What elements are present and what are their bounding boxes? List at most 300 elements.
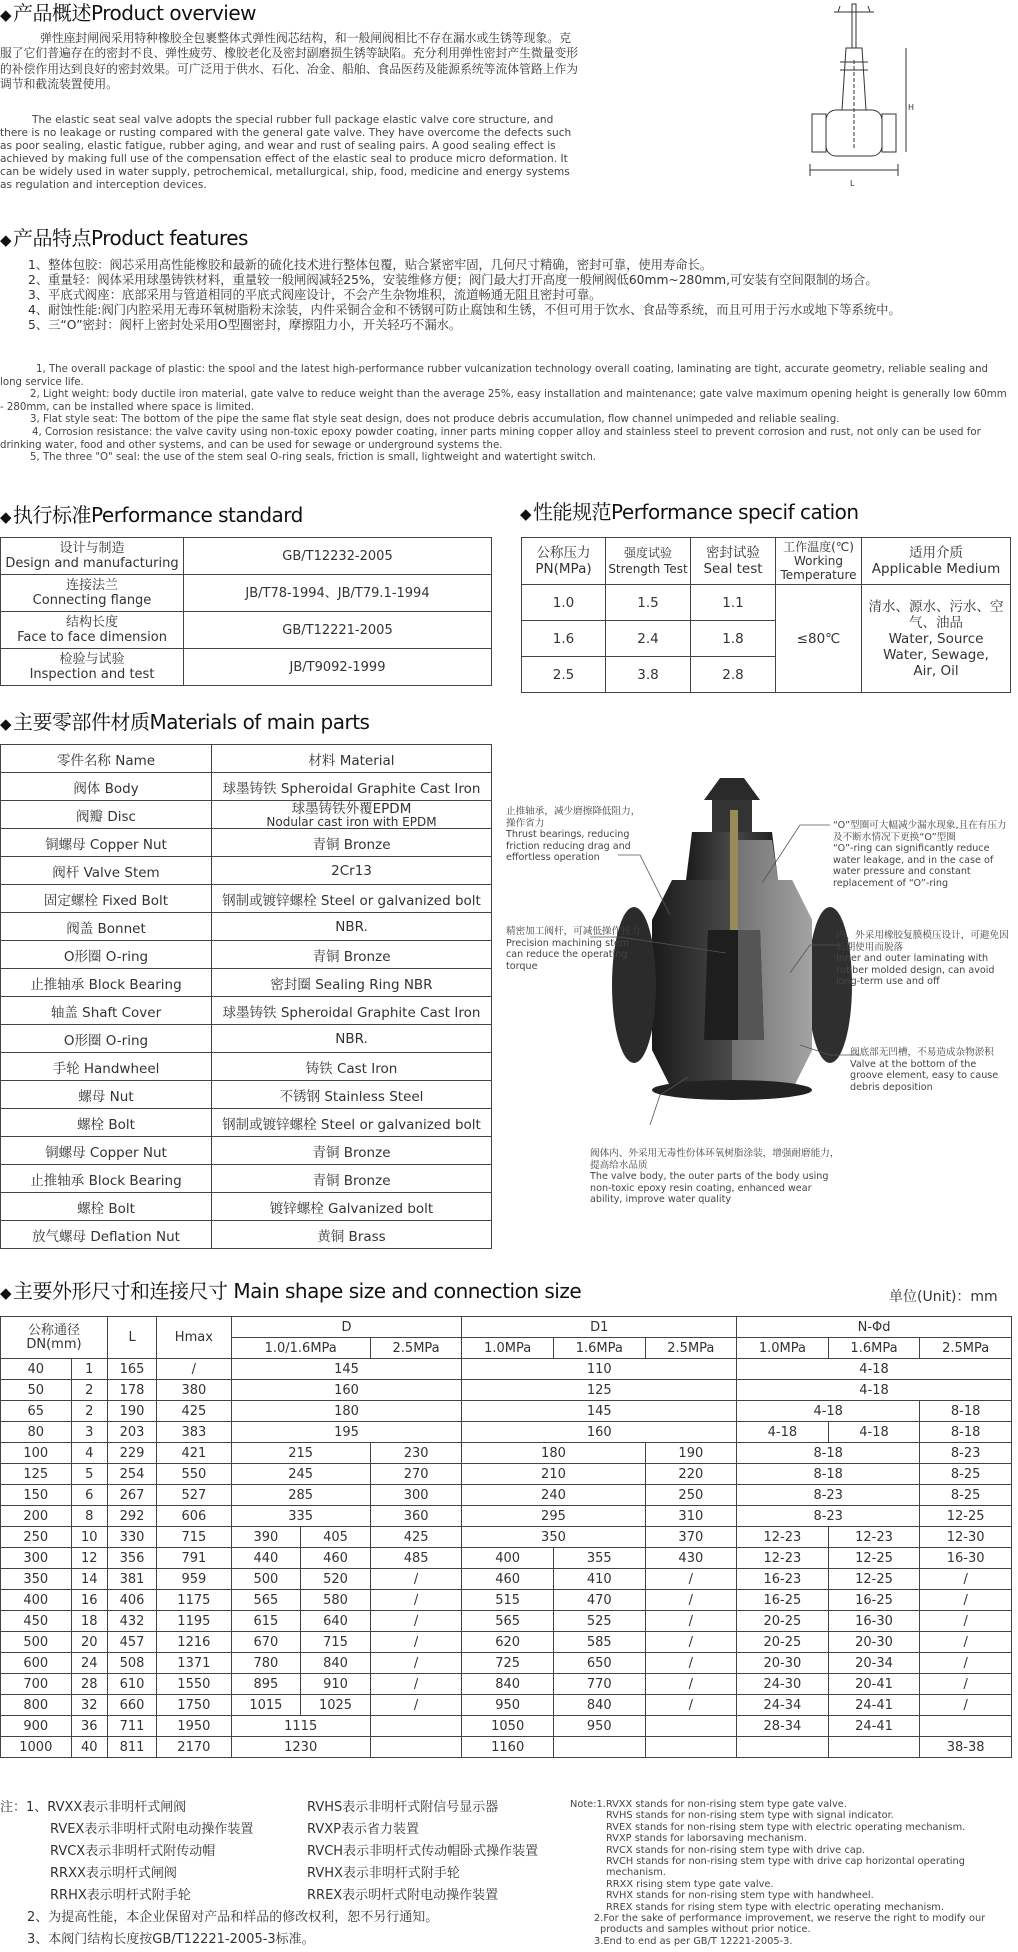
perf-pn: 1.0: [522, 585, 606, 621]
standard-value: GB/T12221-2005: [184, 612, 492, 649]
table-cell: 250: [645, 1485, 737, 1506]
table-cell: [370, 1716, 462, 1737]
table-cell: 125: [462, 1380, 737, 1401]
table-cell: 16-25: [828, 1590, 920, 1611]
table-cell: 160: [231, 1380, 462, 1401]
table-cell: 8-18: [737, 1443, 920, 1464]
note-line: RRHX表示明杆式附手轮 RREX表示明杆式附电动操作装置: [50, 1888, 499, 1903]
table-row: [1, 575, 492, 612]
part-material: 密封圈 Sealing Ring NBR: [212, 969, 492, 997]
perf-header-en: Strength Test: [608, 562, 688, 576]
table-cell: 145: [231, 1359, 462, 1380]
diamond-icon: ◆: [0, 1284, 12, 1302]
table-row: [1, 1109, 492, 1137]
table-cell: 18: [71, 1611, 107, 1632]
table-cell: 203: [107, 1422, 156, 1443]
table-cell: 8-18: [920, 1401, 1012, 1422]
table-cell: 650: [553, 1653, 645, 1674]
table-cell: 355: [553, 1548, 645, 1569]
table-cell: /: [920, 1695, 1012, 1716]
table-row: [1, 1422, 1012, 1443]
table-row: [522, 538, 1011, 585]
table-row: [1, 1025, 492, 1053]
table-row: [1, 913, 492, 941]
table-cell: 16-23: [737, 1569, 829, 1590]
part-name: 放气螺母 Deflation Nut: [1, 1221, 212, 1249]
note-en-line: RVCX stands for non-rising stem type with drive cap.: [606, 1844, 866, 1856]
perf-header-en: PN(MPa): [535, 561, 592, 577]
feature-cn-4: 4、耐蚀性能:阀门内腔采用无毒环氧树脂粉末涂装，内件采铜合金和不锈钢可防止腐蚀和生锈，不但可用于饮水、食品等系统，而且可用于污水或地下等系统中。: [28, 303, 901, 317]
table-row: [1, 1464, 1012, 1485]
standard-value: GB/T12232-2005: [184, 538, 492, 575]
table-row: [1, 612, 492, 649]
table-cell: 1: [71, 1359, 107, 1380]
table-cell: 1175: [157, 1590, 231, 1611]
features-title: ◆ 产品特点Product features: [0, 226, 248, 250]
part-material: 不锈钢 Stainless Steel: [212, 1081, 492, 1109]
table-cell: 250: [1, 1527, 72, 1548]
table-cell: 450: [1, 1611, 72, 1632]
table-cell: 4-18: [828, 1422, 920, 1443]
table-cell: 8-23: [737, 1485, 920, 1506]
table-cell: 4: [71, 1443, 107, 1464]
table-cell: /: [157, 1359, 231, 1380]
table-cell: 20-30: [828, 1632, 920, 1653]
callout-laminating: 内、外采用橡胶复膜模压设计，可避免因长期使用而脱落 Inner and outer laminating with rubber molded design, can avoid long-term use and off: [836, 930, 1009, 988]
table-row: [1, 941, 492, 969]
table-cell: 195: [231, 1422, 462, 1443]
table-cell: /: [370, 1674, 462, 1695]
performance-table: [521, 537, 1011, 693]
table-cell: 40: [1, 1359, 72, 1380]
table-cell: 24: [71, 1653, 107, 1674]
notes-en: [570, 1799, 1012, 1947]
table-cell: 1550: [157, 1674, 231, 1695]
table-cell: 10: [71, 1527, 107, 1548]
note-en-line: RVHS stands for non-rising stem type with signal indicator.: [606, 1810, 894, 1822]
table-cell: 527: [157, 1485, 231, 1506]
note-line: RVCX表示非明杆式附传动帽 RVCH表示非明杆式传动帽卧式操作装置: [50, 1844, 539, 1859]
materials-header-material: 材料 Material: [212, 745, 492, 773]
part-material: 钢制或镀锌螺栓 Steel or galvanized bolt: [212, 1109, 492, 1137]
table-row: [1, 1053, 492, 1081]
standard-value: JB/T9092-1999: [184, 649, 492, 686]
perf-seal: 2.8: [691, 657, 776, 693]
note-en-line: RVXP stands for laborsaving mechanism.: [606, 1833, 807, 1845]
feature-en-3: 3, Flat style seat: The bottom of the pipe the same flat style seat design, does not produce debris accumulation, flow channel unimpeded and reliable sealing.: [30, 414, 840, 426]
table-row: [1, 1221, 492, 1249]
part-name: 螺栓 Bolt: [1, 1109, 212, 1137]
table-cell: 1216: [157, 1632, 231, 1653]
table-cell: 360: [370, 1506, 462, 1527]
performance-title: ◆ 性能规范Performance specif cation: [520, 500, 859, 524]
part-material: 黄铜 Brass: [212, 1221, 492, 1249]
table-cell: 12-23: [828, 1527, 920, 1548]
note-en-line: Note:1.RVXX stands for non-rising stem type gate valve.: [570, 1799, 847, 1810]
table-cell: /: [920, 1632, 1012, 1653]
table-cell: 1750: [157, 1695, 231, 1716]
table-cell: 300: [1, 1548, 72, 1569]
table-cell: 770: [553, 1674, 645, 1695]
table-cell: 500: [1, 1632, 72, 1653]
table-cell: 16-25: [737, 1590, 829, 1611]
table-row: [1, 1548, 1012, 1569]
table-cell: 12-25: [828, 1569, 920, 1590]
note-line: RVEX表示非明杆式附电动操作装置 RVXP表示省力装置: [50, 1822, 419, 1837]
perf-strength: 3.8: [606, 657, 691, 693]
table-cell: 515: [462, 1590, 554, 1611]
note-en-line: RVHX stands for non-rising stem type with handwheel.: [606, 1890, 874, 1902]
part-name: 铜螺母 Copper Nut: [1, 1137, 212, 1165]
note-en-line: RRXX rising stem type gate valve.: [606, 1878, 774, 1890]
feature-cn-1: 1、整体包胶：阀芯采用高性能橡胶和最新的硫化技术进行整体包覆，贴合紧密牢固，几何尺寸精确，密封可靠，使用寿命长。: [28, 258, 713, 272]
standard-item-en: Design and manufacturing: [5, 556, 179, 571]
table-cell: 615: [231, 1611, 301, 1632]
table-cell: 292: [107, 1506, 156, 1527]
table-cell: 38-38: [920, 1737, 1012, 1758]
table-cell: /: [645, 1632, 737, 1653]
table-cell: 220: [645, 1464, 737, 1485]
table-row: [1, 1695, 1012, 1716]
perf-seal: 1.8: [691, 621, 776, 657]
table-row: [1, 1485, 1012, 1506]
part-material: NBR.: [212, 913, 492, 941]
note-line: 注：1、RVXX表示非明杆式闸阀 RVHS表示非明杆式附信号显示器: [0, 1800, 499, 1815]
table-cell: 910: [301, 1674, 371, 1695]
note-en-line: 3.End to end as per GB/T 12221-2005-3.: [594, 1935, 793, 1947]
callout-thrust-bearing: 止推轴承，减少磨擦降低阻力，操作省力 Thrust bearings, reducing friction reducing drag and effortless operation: [506, 806, 641, 864]
table-cell: 406: [107, 1590, 156, 1611]
table-cell: /: [645, 1611, 737, 1632]
part-material: 球墨铸铁 Spheroidal Graphite Cast Iron: [212, 997, 492, 1025]
part-material: NBR.: [212, 1025, 492, 1053]
table-row: [1, 997, 492, 1025]
table-cell: 381: [107, 1569, 156, 1590]
callout-o-ring: “O”型圈可大幅减少漏水现象,且在有压力及不断水情况下更换“O”型圈 “O”-ring can significantly reduce water leakage, and in the case of water pressure and constant replacement of “O”-ring: [833, 820, 1007, 889]
table-cell: 267: [107, 1485, 156, 1506]
perf-header-cn: 强度试验: [623, 546, 672, 560]
table-cell: /: [645, 1653, 737, 1674]
part-material: 球墨铸铁 Spheroidal Graphite Cast Iron: [212, 773, 492, 801]
standard-table: [0, 537, 492, 686]
table-cell: [645, 1737, 737, 1758]
table-cell: 1115: [231, 1716, 370, 1737]
table-row: [1, 649, 492, 686]
part-material: 青铜 Bronze: [212, 1137, 492, 1165]
table-cell: [370, 1737, 462, 1758]
table-cell: 20-34: [828, 1653, 920, 1674]
table-cell: 580: [301, 1590, 371, 1611]
table-cell: 620: [462, 1632, 554, 1653]
table-cell: 190: [107, 1401, 156, 1422]
table-row: [1, 538, 492, 575]
table-cell: 715: [157, 1527, 231, 1548]
table-cell: 432: [107, 1611, 156, 1632]
table-cell: 356: [107, 1548, 156, 1569]
table-cell: /: [920, 1611, 1012, 1632]
part-material: 钢制或镀锌螺栓 Steel or galvanized bolt: [212, 885, 492, 913]
part-name: 轴盖 Shaft Cover: [1, 997, 212, 1025]
table-cell: 270: [370, 1464, 462, 1485]
table-cell: 840: [301, 1653, 371, 1674]
standard-item-cn: 设计与制造: [59, 541, 125, 556]
diamond-icon: ◆: [520, 505, 532, 523]
table-cell: 1195: [157, 1611, 231, 1632]
part-name: 螺母 Nut: [1, 1081, 212, 1109]
standard-item-en: Connecting flange: [32, 593, 152, 608]
table-cell: 550: [157, 1464, 231, 1485]
table-cell: /: [645, 1569, 737, 1590]
table-cell: 700: [1, 1674, 72, 1695]
table-cell: 425: [370, 1527, 462, 1548]
part-name: 阀盖 Bonnet: [1, 913, 212, 941]
table-cell: 8-23: [920, 1443, 1012, 1464]
table-cell: 4-18: [737, 1380, 1012, 1401]
standard-title: ◆ 执行标准Performance standard: [0, 503, 303, 527]
table-row: [1, 1506, 1012, 1527]
table-cell: 4-18: [737, 1359, 1012, 1380]
table-row: [1, 1653, 1012, 1674]
table-cell: 900: [1, 1716, 72, 1737]
table-cell: 400: [462, 1548, 554, 1569]
table-cell: 350: [1, 1569, 72, 1590]
table-cell: 380: [157, 1380, 231, 1401]
table-row: [1, 1569, 1012, 1590]
feature-en-2: 2, Light weight: body ductile iron material, gate valve to reduce weight than the average 25%, easy installation and maintenance; gate valve maximum opening height is generally low 60mm - 280mm, can be installed where space is limited.: [0, 389, 1007, 413]
table-cell: 150: [1, 1485, 72, 1506]
table-cell: [553, 1737, 645, 1758]
table-row: [1, 1716, 1012, 1737]
table-cell: 457: [107, 1632, 156, 1653]
table-cell: 565: [231, 1590, 301, 1611]
n-header: N-Φd: [737, 1317, 1012, 1338]
part-name: 固定螺栓 Fixed Bolt: [1, 885, 212, 913]
table-cell: 421: [157, 1443, 231, 1464]
table-cell: 310: [645, 1506, 737, 1527]
table-cell: 16-30: [920, 1548, 1012, 1569]
table-row: [1, 1193, 492, 1221]
table-cell: 460: [462, 1569, 554, 1590]
table-cell: 425: [157, 1401, 231, 1422]
table-cell: 12-25: [920, 1506, 1012, 1527]
d1-sub-header: 1.0MPa: [462, 1338, 554, 1359]
table-cell: 8-25: [920, 1464, 1012, 1485]
table-cell: 508: [107, 1653, 156, 1674]
table-cell: 12-23: [737, 1548, 829, 1569]
perf-strength: 2.4: [606, 621, 691, 657]
feature-cn-2: 2、重量轻：阀体采用球墨铸铁材料，重量较一般闸阀减轻25%，安装维修方便；阀门最大打开高度一般闸阀低60mm~280mm,可安装有空间限制的场合。: [28, 273, 878, 287]
table-cell: 400: [1, 1590, 72, 1611]
table-cell: 20-25: [737, 1611, 829, 1632]
perf-header-en: Applicable Medium: [871, 561, 1001, 577]
table-cell: 300: [370, 1485, 462, 1506]
hmax-header: Hmax: [157, 1317, 231, 1359]
part-name: 铜螺母 Copper Nut: [1, 829, 212, 857]
table-row: [1, 1632, 1012, 1653]
note-en-line: RVEX stands for non-rising stem type with electric operating mechanism.: [606, 1821, 966, 1833]
part-material: [212, 801, 492, 829]
d-sub-header: 2.5MPa: [370, 1338, 462, 1359]
overview-en: The elastic seat seal valve adopts the special rubber full package elastic valve core structure, and there is no leakage or rusting compared with the general gate valve. They have overcome the defects such as poor sealing, elastic fatigue, rubber aging, and wear and rust of sealing pairs. A good sealing effect is achieved by making full use of the compensation effect of the elastic seal to produce micro deformation. It can be widely used in water supply, petrochemical, metallurgical, ship, food, medicine and energy systems as regulation and interception devices.: [0, 114, 572, 191]
table-cell: 2: [71, 1380, 107, 1401]
table-cell: 350: [462, 1527, 645, 1548]
table-cell: /: [645, 1695, 737, 1716]
part-name: 阀杆 Valve Stem: [1, 857, 212, 885]
perf-strength: 1.5: [606, 585, 691, 621]
table-cell: /: [920, 1674, 1012, 1695]
drawing-dim-h: H: [908, 103, 915, 112]
dimensions-title: ◆ 主要外形尺寸和连接尺寸 Main shape size and connection size: [0, 1279, 582, 1303]
table-cell: 200: [1, 1506, 72, 1527]
table-cell: /: [370, 1611, 462, 1632]
table-header-row: [1, 1317, 1012, 1338]
standard-item-en: Inspection and test: [29, 667, 155, 682]
standard-item-cn: 结构长度: [65, 615, 118, 630]
table-cell: 1950: [157, 1716, 231, 1737]
perf-temperature: ≤80℃: [776, 585, 862, 693]
table-cell: 470: [553, 1590, 645, 1611]
table-cell: 525: [553, 1611, 645, 1632]
table-cell: 24-34: [737, 1695, 829, 1716]
table-cell: 430: [645, 1548, 737, 1569]
overview-title: ◆ 产品概述Product overview: [0, 1, 256, 25]
part-name: 阀瓣 Disc: [1, 801, 212, 829]
table-cell: 65: [1, 1401, 72, 1422]
features-cn-list: [0, 258, 1012, 333]
table-cell: 3: [71, 1422, 107, 1443]
table-cell: 2170: [157, 1737, 231, 1758]
d1-header: D1: [462, 1317, 737, 1338]
table-cell: 285: [231, 1485, 370, 1506]
standard-item-cn: 连接法兰: [65, 578, 118, 593]
table-cell: 585: [553, 1632, 645, 1653]
table-cell: 950: [553, 1716, 645, 1737]
table-cell: 20-30: [737, 1653, 829, 1674]
table-cell: 950: [462, 1695, 554, 1716]
table-cell: 791: [157, 1548, 231, 1569]
table-cell: 780: [231, 1653, 301, 1674]
table-row: [1, 801, 492, 829]
table-cell: 12-30: [920, 1527, 1012, 1548]
table-cell: /: [920, 1569, 1012, 1590]
table-row: [1, 829, 492, 857]
table-cell: 180: [231, 1401, 462, 1422]
table-cell: 1160: [462, 1737, 554, 1758]
perf-medium-cn: 清水、源水、污水、空气、油品: [868, 598, 1004, 631]
table-cell: /: [370, 1590, 462, 1611]
d-header: D: [231, 1317, 462, 1338]
table-cell: 28-34: [737, 1716, 829, 1737]
table-cell: 1230: [231, 1737, 370, 1758]
table-cell: 711: [107, 1716, 156, 1737]
table-cell: 383: [157, 1422, 231, 1443]
part-material: 2Cr13: [212, 857, 492, 885]
table-row: [1, 969, 492, 997]
table-cell: 40: [71, 1737, 107, 1758]
unit-label: 单位(Unit)：mm: [889, 1289, 998, 1305]
table-cell: 36: [71, 1716, 107, 1737]
table-cell: 20-41: [828, 1674, 920, 1695]
table-cell: 370: [645, 1527, 737, 1548]
part-name: O形圈 O-ring: [1, 1025, 212, 1053]
drawing-dim-l: L: [850, 179, 855, 188]
part-material: 青铜 Bronze: [212, 941, 492, 969]
gate-valve-drawing: [808, 0, 918, 192]
table-cell: 80: [1, 1422, 72, 1443]
d1-sub-header: 2.5MPa: [645, 1338, 737, 1359]
table-cell: 165: [107, 1359, 156, 1380]
table-cell: 2: [71, 1401, 107, 1422]
callout-valve-bottom: 阀底部无凹槽，不易造成杂物淤积 Valve at the bottom of the groove element, easy to cause debris deposition: [850, 1047, 999, 1093]
perf-header-cn: 公称压力: [536, 545, 591, 561]
table-cell: 405: [301, 1527, 371, 1548]
table-cell: 215: [231, 1443, 370, 1464]
perf-medium-en: Water, Source Water, Sewage, Air, Oil: [883, 630, 989, 679]
table-row: [1, 885, 492, 913]
n-sub-header: 2.5MPa: [920, 1338, 1012, 1359]
table-row: [1, 1590, 1012, 1611]
table-cell: [920, 1716, 1012, 1737]
overview-cn: 弹性座封闸阀采用特种橡胶全包裹整体式弹性阀芯结构，和一般闸阀相比不存在漏水或生锈等现象。克服了它们普遍存在的密封不良、弹性疲劳、橡胶老化及密封副磨损生锈等缺陷。充分利用弹性密封产生微量变形的补偿作用达到良好的密封效果。可广泛用于供水、石化、冶金、船舶、食品医药及能源系统等流体管路上作为调节和截流装置使用。: [0, 31, 579, 92]
table-cell: 180: [462, 1443, 645, 1464]
perf-pn: 2.5: [522, 657, 606, 693]
table-cell: /: [920, 1590, 1012, 1611]
materials-table: [0, 744, 492, 1249]
table-cell: 895: [231, 1674, 301, 1695]
table-cell: 229: [107, 1443, 156, 1464]
table-cell: 16: [71, 1590, 107, 1611]
table-cell: 125: [1, 1464, 72, 1485]
table-cell: 8-18: [920, 1422, 1012, 1443]
table-cell: 190: [645, 1443, 737, 1464]
table-cell: 660: [107, 1695, 156, 1716]
table-cell: 1025: [301, 1695, 371, 1716]
table-cell: 811: [107, 1737, 156, 1758]
table-row: [1, 857, 492, 885]
table-cell: 4-18: [737, 1422, 829, 1443]
table-cell: 8-23: [737, 1506, 920, 1527]
table-cell: /: [370, 1653, 462, 1674]
standard-value: JB/T78-1994、JB/T79.1-1994: [184, 575, 492, 612]
l-header: L: [107, 1317, 156, 1359]
part-name: 止推轴承 Block Bearing: [1, 1165, 212, 1193]
table-cell: 245: [231, 1464, 370, 1485]
table-cell: 959: [157, 1569, 231, 1590]
table-cell: 840: [462, 1674, 554, 1695]
diamond-icon: ◆: [0, 231, 12, 249]
part-material: 铸铁 Cast Iron: [212, 1053, 492, 1081]
table-cell: 606: [157, 1506, 231, 1527]
perf-header-en: Working Temperature: [780, 554, 857, 582]
part-name: 阀体 Body: [1, 773, 212, 801]
table-cell: 500: [231, 1569, 301, 1590]
d-sub-header: 1.0/1.6MPa: [231, 1338, 370, 1359]
table-row: [1, 1165, 492, 1193]
feature-en-5: 5, The three "O" seal: the use of the stem seal O-ring seals, friction is small, lightweight and watertight switch.: [30, 452, 597, 464]
table-cell: 28: [71, 1674, 107, 1695]
table-cell: 50: [1, 1380, 72, 1401]
table-cell: 6: [71, 1485, 107, 1506]
part-material-cn: 球墨铸铁外覆EPDM: [291, 800, 412, 817]
part-name: 螺栓 Bolt: [1, 1193, 212, 1221]
table-cell: 24-41: [828, 1695, 920, 1716]
table-cell: /: [370, 1632, 462, 1653]
table-cell: 8: [71, 1506, 107, 1527]
table-row: [1, 1081, 492, 1109]
standard-item-cn: 检验与试验: [59, 652, 125, 667]
note-line: 3、本阀门结构长度按GB/T12221-2005-3标准。: [27, 1932, 315, 1947]
table-cell: 210: [462, 1464, 645, 1485]
